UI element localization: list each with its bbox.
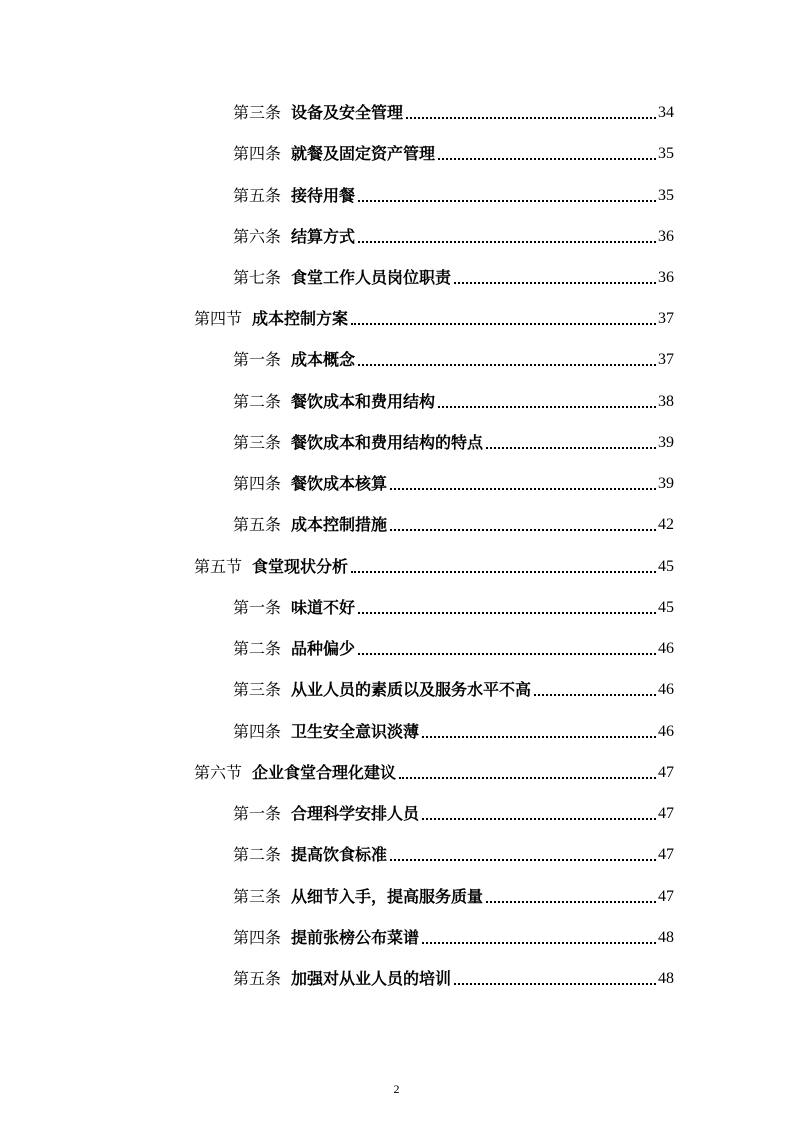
toc-entry[interactable]: [233, 427, 674, 453]
toc-entry[interactable]: [233, 922, 674, 948]
toc-entry[interactable]: [233, 468, 674, 494]
toc-section-page: 37: [658, 310, 674, 327]
toc-dot-leader: [438, 406, 656, 408]
toc-dot-leader: [358, 200, 656, 202]
toc-dot-leader: [422, 942, 656, 944]
toc-entry-page: 42: [658, 516, 674, 533]
toc-entry[interactable]: [233, 881, 674, 907]
toc-entry-number: 第一条: [233, 350, 282, 369]
toc-entry[interactable]: [233, 386, 674, 412]
toc-entry-title: 卫生安全意识淡薄: [291, 722, 420, 741]
toc-entry-page: 36: [658, 228, 674, 245]
toc-dot-leader: [358, 364, 656, 366]
toc-entry[interactable]: [233, 963, 674, 989]
toc-entry-page: 47: [658, 888, 674, 905]
toc-entry-page: 48: [658, 929, 674, 946]
toc-entry[interactable]: [233, 262, 674, 288]
toc-entry-number: 第四条: [233, 474, 282, 493]
toc-entry-page: 46: [658, 640, 674, 657]
toc-entry-number: 第五条: [233, 186, 282, 205]
toc-section-title: 食堂现状分析: [252, 557, 349, 576]
toc-entry-title: 餐饮成本和费用结构: [291, 392, 436, 411]
toc-dot-leader: [486, 447, 656, 449]
toc-entry-title: 成本概念: [291, 350, 356, 369]
toc-entry-number: 第三条: [233, 433, 282, 452]
toc-entry-page: 37: [658, 351, 674, 368]
toc-dot-leader: [438, 158, 656, 160]
toc-dot-leader: [399, 777, 656, 779]
toc-dot-leader: [486, 901, 656, 903]
toc-entry-page: 35: [658, 145, 674, 162]
toc-entry[interactable]: [233, 138, 674, 164]
toc-entry-page: 46: [658, 681, 674, 698]
toc-section-title: 企业食堂合理化建议: [252, 763, 397, 782]
toc-entry-number: 第一条: [233, 598, 282, 617]
toc-dot-leader: [454, 983, 656, 985]
toc-entry[interactable]: [233, 221, 674, 247]
toc-entry-title: 品种偏少: [291, 639, 356, 658]
toc-dot-leader: [358, 612, 656, 614]
toc-entry-title: 接待用餐: [291, 186, 356, 205]
toc-entry-number: 第四条: [233, 928, 282, 947]
toc-entry[interactable]: [233, 633, 674, 659]
toc-dot-leader: [351, 323, 656, 325]
toc-dot-leader: [358, 653, 656, 655]
toc-entry-page: 48: [658, 970, 674, 987]
toc-entry[interactable]: [233, 716, 674, 742]
toc-entry-title: 结算方式: [291, 227, 356, 246]
toc-entry-number: 第六条: [233, 227, 282, 246]
toc-entry-number: 第三条: [233, 680, 282, 699]
toc-dot-leader: [390, 859, 656, 861]
toc-entry[interactable]: [233, 798, 674, 824]
toc-entry-page: 39: [658, 434, 674, 451]
toc-entry-number: 第五条: [233, 969, 282, 988]
toc-entry-number: 第四条: [233, 144, 282, 163]
toc-entry[interactable]: [233, 674, 674, 700]
toc-dot-leader: [390, 529, 656, 531]
toc-entry-page: 35: [658, 187, 674, 204]
page-number: 2: [393, 1082, 400, 1096]
toc-entry-number: 第五条: [233, 515, 282, 534]
toc-entry-page: 34: [658, 104, 674, 121]
toc-entry[interactable]: [233, 180, 674, 206]
toc-entry-number: 第二条: [233, 639, 282, 658]
toc-entry-number: 第二条: [233, 845, 282, 864]
toc-entry-number: 第四条: [233, 722, 282, 741]
toc-entry-title: 食堂工作人员岗位职责: [291, 268, 452, 287]
toc-section-page: 47: [658, 764, 674, 781]
toc-entry-title: 加强对从业人员的培训: [291, 969, 452, 988]
toc-entry[interactable]: [233, 97, 674, 123]
toc-section-number: 第五节: [194, 557, 243, 576]
toc-dot-leader: [454, 282, 656, 284]
toc-entry[interactable]: [233, 592, 674, 618]
toc-entry-title: 提高饮食标准: [291, 845, 388, 864]
toc-entry-number: 第三条: [233, 887, 282, 906]
toc-entry-title: 从细节入手，提高服务质量: [291, 887, 484, 906]
toc-entry-title: 设备及安全管理: [291, 103, 404, 122]
toc-entry-number: 第三条: [233, 103, 282, 122]
toc-section-page: 45: [658, 558, 674, 575]
toc-dot-leader: [358, 241, 656, 243]
toc-entry-title: 从业人员的素质以及服务水平不高: [291, 680, 532, 699]
toc-entry-number: 第一条: [233, 804, 282, 823]
toc-section-title: 成本控制方案: [252, 309, 349, 328]
toc-entry-title: 就餐及固定资产管理: [291, 144, 436, 163]
toc-section[interactable]: [194, 551, 674, 577]
toc-entry-title: 合理科学安排人员: [291, 804, 420, 823]
toc-dot-leader: [351, 571, 656, 573]
toc-entry-page: 47: [658, 805, 674, 822]
toc-entry[interactable]: [233, 509, 674, 535]
toc-entry[interactable]: [233, 839, 674, 865]
toc-entry-number: 第七条: [233, 268, 282, 287]
toc-entry-page: 46: [658, 723, 674, 740]
toc-entry-title: 成本控制措施: [291, 515, 388, 534]
toc-entry-page: 38: [658, 393, 674, 410]
toc-section-number: 第四节: [194, 309, 243, 328]
toc-entry-title: 味道不好: [291, 598, 356, 617]
toc-dot-leader: [534, 694, 656, 696]
toc-section-number: 第六节: [194, 763, 243, 782]
toc-dot-leader: [422, 736, 656, 738]
toc-entry-page: 47: [658, 846, 674, 863]
toc-entry-page: 39: [658, 475, 674, 492]
toc-entry-page: 45: [658, 599, 674, 616]
toc-entry-title: 餐饮成本核算: [291, 474, 388, 493]
toc-entry-number: 第二条: [233, 392, 282, 411]
toc-entry-title: 提前张榜公布菜谱: [291, 928, 420, 947]
toc-entry[interactable]: [233, 344, 674, 370]
toc-dot-leader: [406, 117, 656, 119]
toc-entry-title: 餐饮成本和费用结构的特点: [291, 433, 484, 452]
toc-section[interactable]: [194, 303, 674, 329]
toc-dot-leader: [390, 488, 656, 490]
toc-section[interactable]: [194, 757, 674, 783]
toc-entry-page: 36: [658, 269, 674, 286]
toc-dot-leader: [422, 818, 656, 820]
